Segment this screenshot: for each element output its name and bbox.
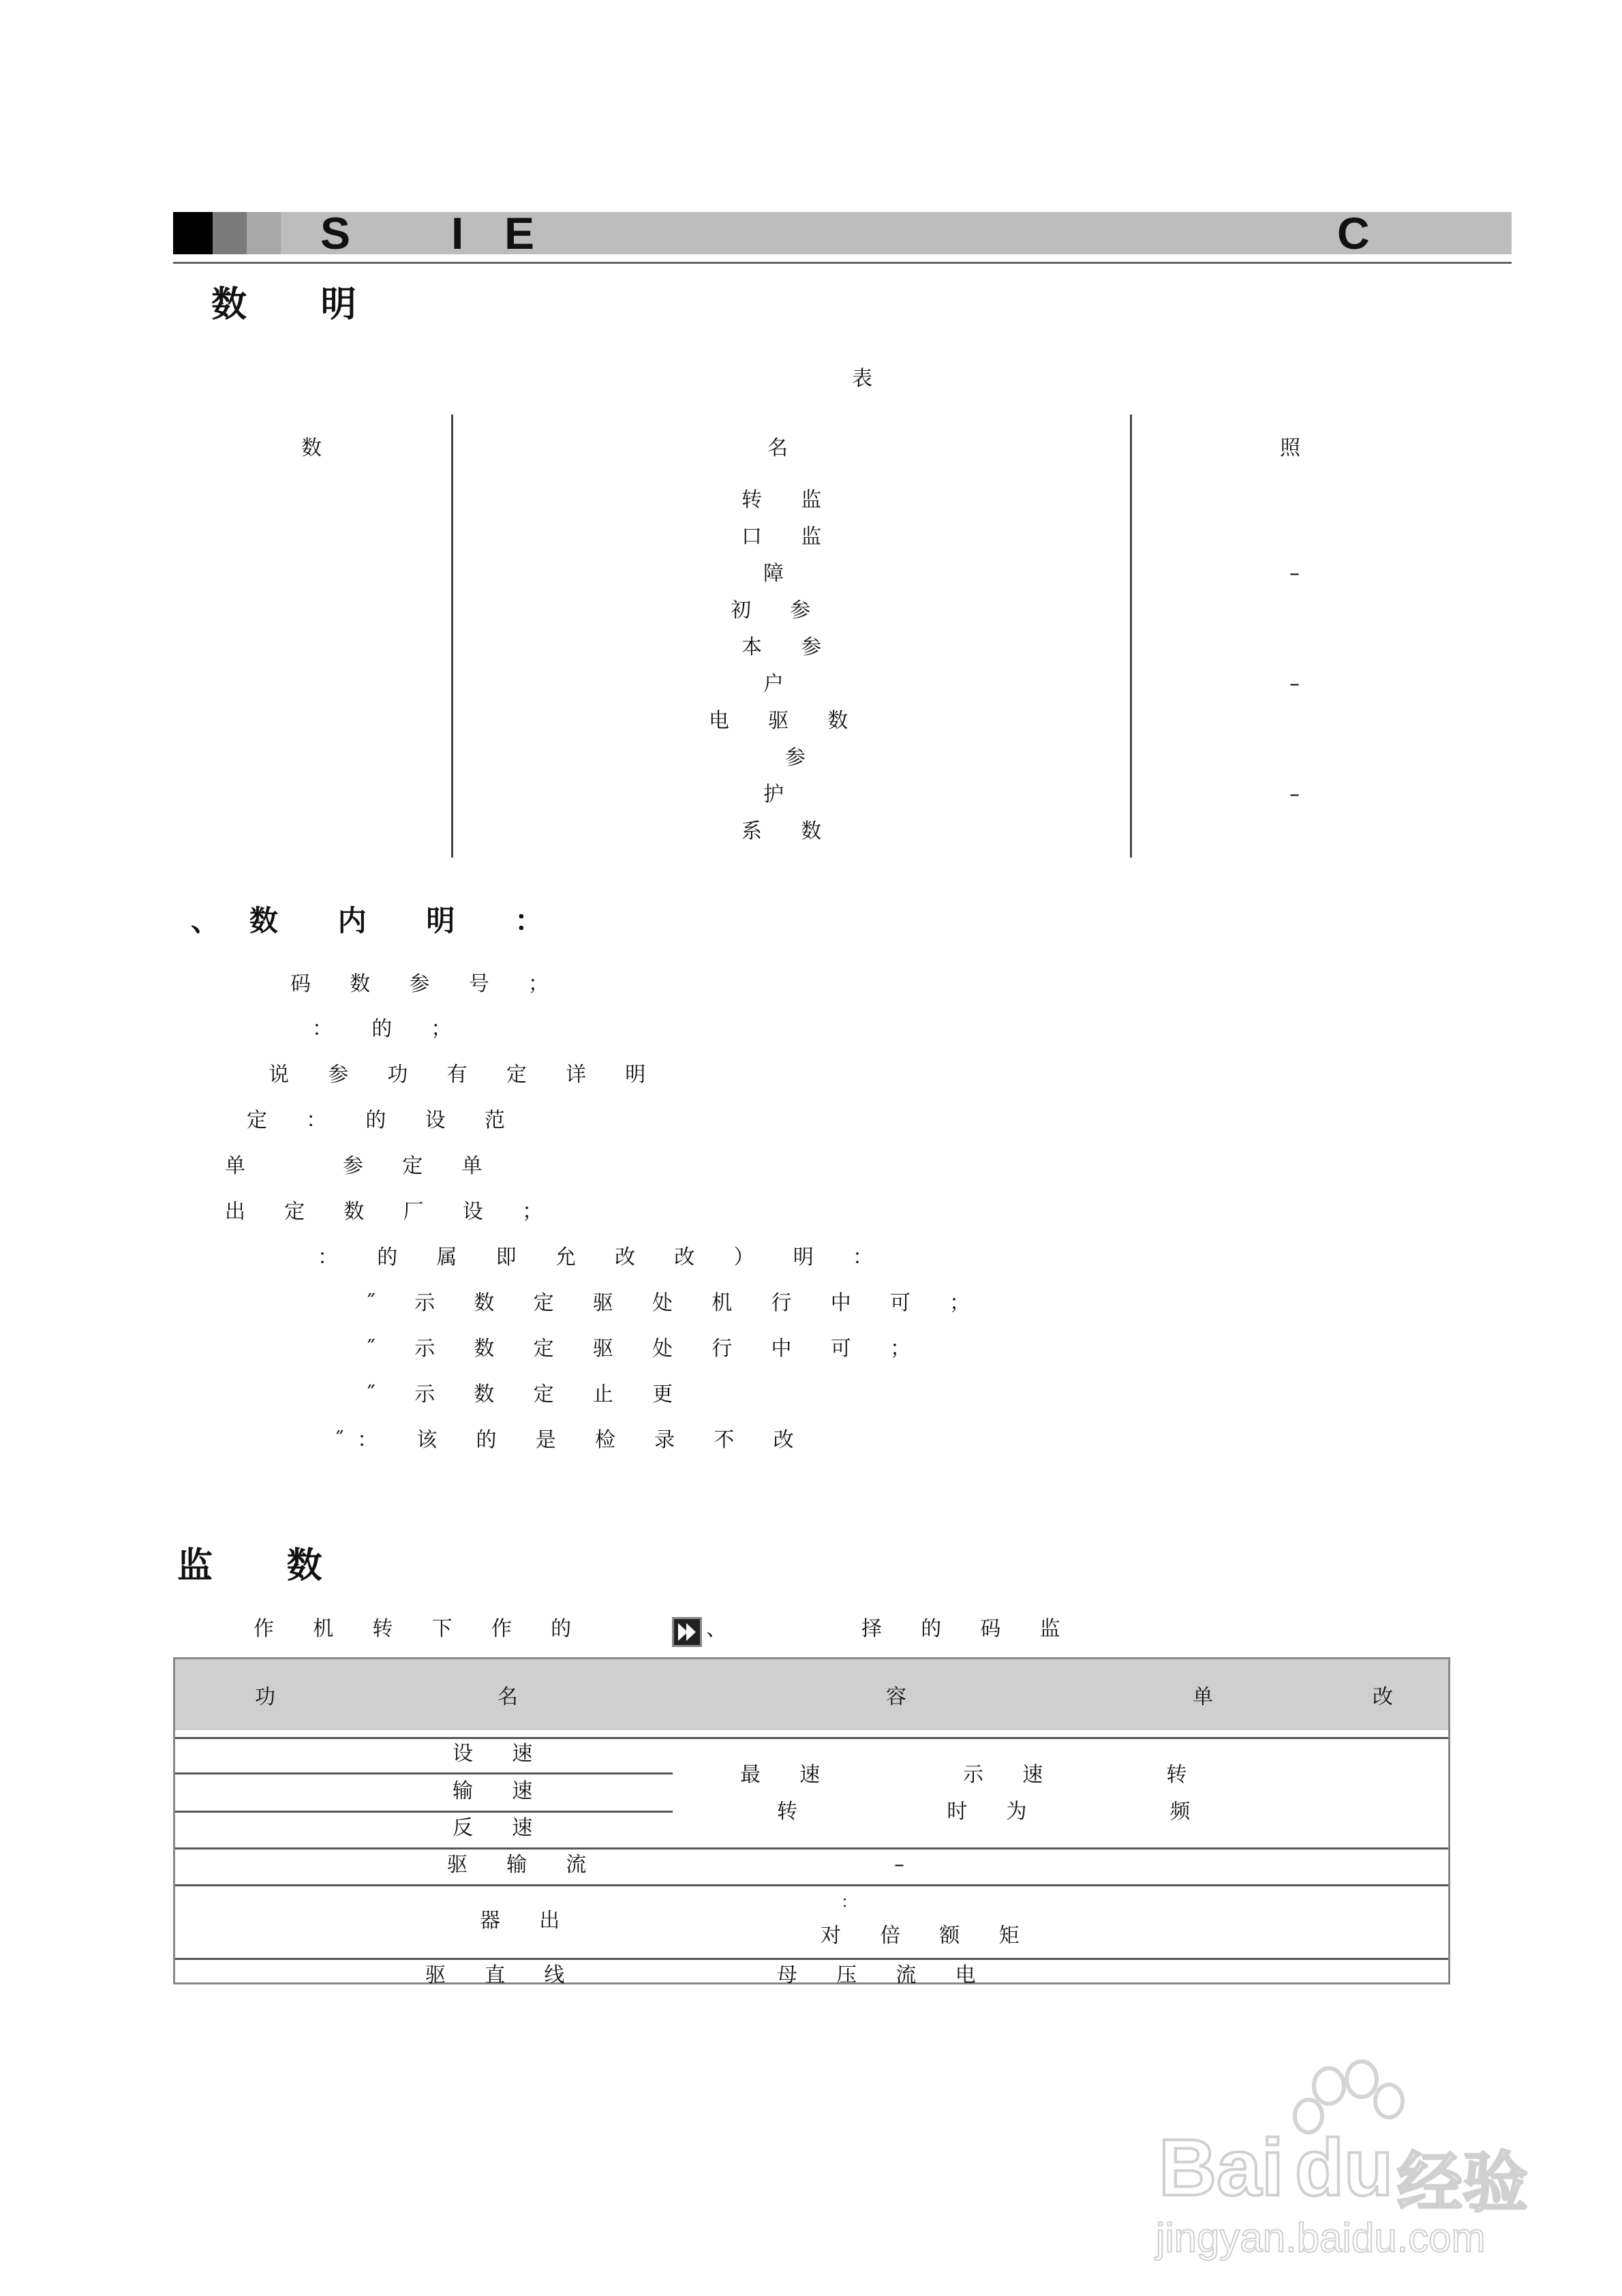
watermark-brand-du: du (1295, 2123, 1394, 2213)
monitor-speed-content: 最 速 示 速 转 (740, 1763, 1187, 1787)
monitor-intro-separator: 、 (706, 1617, 726, 1641)
param-table-header-number: 数 (301, 436, 322, 460)
row-separator (175, 1884, 1448, 1886)
description-line: ： 的 属 即 允 改 改 ） 明 ： (318, 1245, 873, 1269)
description-line: ˝ 示 数 定 止 更 (365, 1383, 673, 1406)
monitor-row-name: 设 速 (453, 1742, 533, 1766)
monitor-torque-content: 对 倍 额 矩 (821, 1924, 1020, 1948)
monitor-row-name: 反 速 (453, 1816, 533, 1840)
description-line: ˝ 示 数 定 驱 处 行 中 可 ； (365, 1337, 911, 1361)
header-band (173, 208, 1512, 258)
monitor-header-content: 容 (886, 1685, 906, 1709)
description-line: 单 参 定 单 (225, 1154, 483, 1178)
row-separator (175, 1847, 1448, 1849)
description-line: 码 数 参 号 ； (290, 972, 549, 996)
description-line: ˝ ： 该 的 是 检 录 不 改 (334, 1428, 794, 1452)
monitor-table-header (175, 1659, 1448, 1730)
param-ref-dash: – (1289, 783, 1300, 806)
param-name: 初 参 (731, 599, 811, 622)
description-line: ˝ 示 数 定 驱 处 机 行 中 可 ； (365, 1291, 970, 1315)
param-table-divider-2 (1130, 414, 1132, 858)
page-title: 数 明 (211, 284, 356, 325)
row-separator (175, 1772, 673, 1774)
param-name: 本 参 (741, 635, 822, 659)
monitor-header-name: 名 (498, 1685, 518, 1709)
header-letter-c: C (1337, 208, 1370, 258)
monitor-row-name: 驱 输 流 (447, 1853, 587, 1877)
param-name: 口 监 (741, 525, 822, 549)
monitor-header-unit: 单 (1193, 1685, 1213, 1709)
monitor-intro-left: 作 机 转 下 作 的 (254, 1617, 572, 1641)
row-separator (175, 1811, 673, 1813)
row-separator (175, 1958, 1448, 1960)
header-block-gray (247, 212, 281, 254)
param-ref-dash: – (1289, 672, 1300, 696)
description-line: 说 参 功 有 定 详 明 (269, 1063, 646, 1087)
monitor-row-name: 驱 直 线 (425, 1963, 565, 1987)
param-table-header-ref: 照 (1280, 436, 1300, 460)
header-letter-s: S (320, 208, 351, 258)
param-name: 户 (763, 672, 784, 696)
monitor-row-name: 输 速 (453, 1779, 533, 1803)
param-ref-dash: – (1289, 562, 1300, 586)
monitor-torque-colon: ： (841, 1892, 857, 1912)
monitor-dc-content: 母 压 流 电 (777, 1963, 976, 1987)
param-table-header-name: 名 (767, 436, 788, 460)
fast-forward-icon (672, 1617, 702, 1647)
watermark-cn: 经验 (1397, 2145, 1528, 2221)
monitor-header-change: 改 (1373, 1685, 1393, 1709)
table-caption: 表 (852, 367, 872, 391)
monitor-header-function: 功 (255, 1685, 275, 1709)
monitor-current-content: – (894, 1853, 904, 1877)
header-letter-i: I (451, 208, 464, 258)
param-name: 障 (763, 562, 784, 586)
param-name: 系 数 (741, 819, 822, 843)
description-line: 出 定 数 厂 设 ； (225, 1200, 543, 1224)
monitor-heading: 监 数 (177, 1545, 322, 1586)
param-name: 参 (785, 746, 806, 770)
section-heading: 、 数 内 明 ： (191, 904, 544, 937)
description-line: ： 的 ； (312, 1017, 452, 1041)
watermark-url: jingyan.baidu.com (1156, 2215, 1486, 2261)
row-separator (175, 1737, 1448, 1739)
param-name: 转 监 (741, 488, 822, 512)
header-rule (173, 262, 1512, 264)
monitor-speed-content: 转 时 为 频 (777, 1800, 1191, 1824)
header-block-black (173, 212, 213, 254)
header-block-dark-gray (213, 212, 247, 254)
watermark-brand: Bai (1159, 2123, 1284, 2213)
param-table-divider-1 (451, 414, 453, 858)
param-name: 护 (763, 783, 784, 806)
header-letter-e: E (504, 208, 535, 258)
baidu-watermark (1145, 2059, 1527, 2263)
param-name: 电 驱 数 (709, 709, 848, 733)
monitor-row-name: 器 出 (480, 1909, 560, 1933)
description-line: 定 ： 的 设 范 (247, 1108, 505, 1132)
monitor-intro-right: 择 的 码 监 (861, 1617, 1060, 1641)
